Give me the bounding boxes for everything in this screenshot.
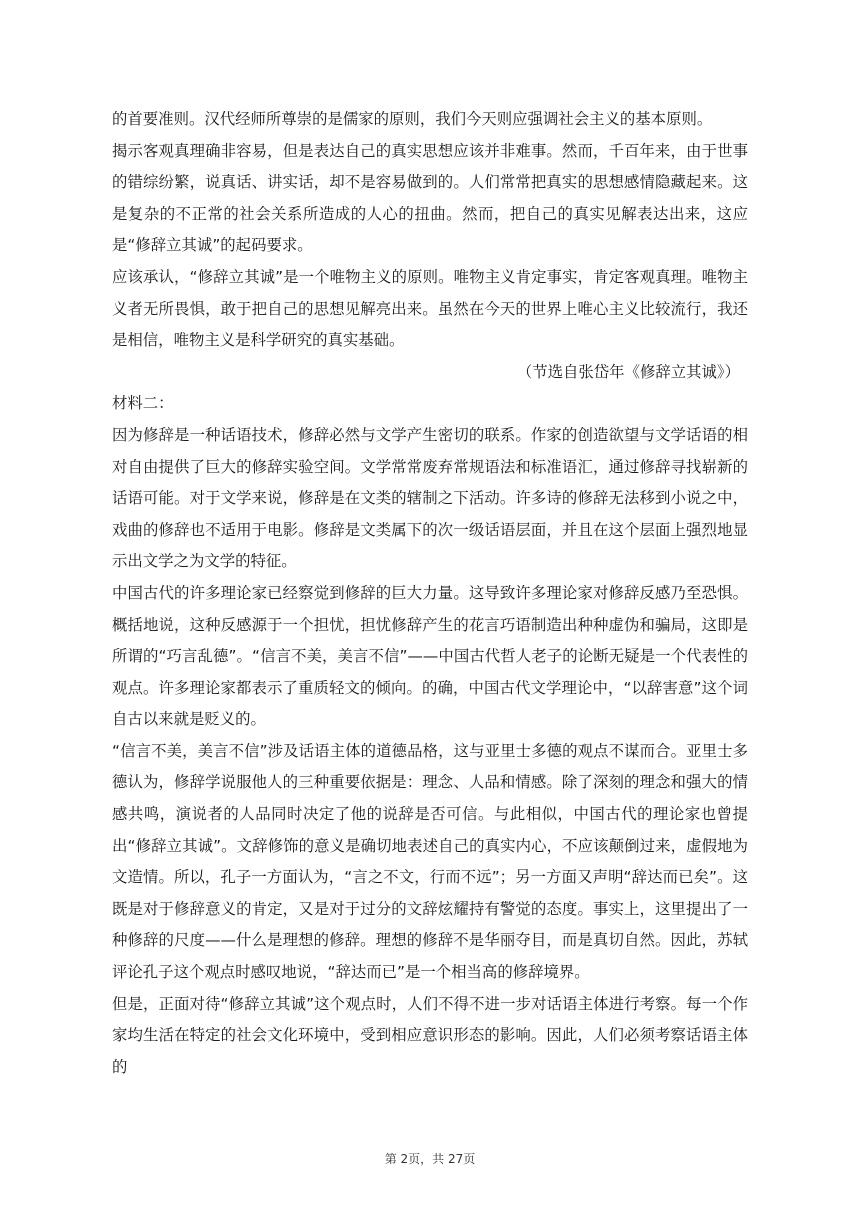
- paragraph: 应该承认，“修辞立其诚”是一个唯物主义的原则。唯物主义肯定事实，肯定客观真理。唯物主义者无所畏惧，敢于把自己的思想见解亮出来。虽然在今天的世界上唯心主义比较流行，我还是相信，唯物主义是科学研究的真实基础。: [112, 267, 748, 350]
- paragraph: 因为修辞是一种话语技术，修辞必然与文学产生密切的联系。作家的创造欲望与文学话语的相对自由提供了巨大的修辞实验空间。文学常常废弃常规语法和标准语汇，通过修辞寻找崭新的话语可能。对于文学来说，修辞是在文类的辖制之下活动。许多诗的修辞无法移到小说之中，戏曲的修辞也不适用于电影。修辞是文类属下的次一级话语层面，并且在这个层面上强烈地显示出文学之为文学的特征。: [112, 425, 748, 571]
- paragraph: “信言不美，美言不信”涉及话语主体的道德品格，这与亚里士多德的观点不谋而合。亚里士多德认为，修辞学说服他人的三种重要依据是：理念、人品和情感。除了深刻的理念和强大的情感共鸣，演说者的人品同时决定了他的说辞是否可信。与此相似，中国古代的理论家也曾提出“修辞立其诚”。文辞修饰的意义是确切地表述自己的真实内心，不应该颠倒过来，虚假地为文造情。所以，孔子一方面认为，“言之不文，行而不远”；另一方面又声明“辞达而已矣”。这既是对于修辞意义的肯定，又是对于过分的文辞炫耀持有警觉的态度。事实上，这里提出了一种修辞的尺度——什么是理想的修辞。理想的修辞不是华丽夺目，而是真切自然。因此，苏轼评论孔子这个观点时感叹地说，“辞达而已”是一个相当高的修辞境界。: [112, 741, 748, 982]
- source-citation: （节选自张岱年《修辞立其诚》）: [516, 362, 740, 381]
- paragraph: 揭示客观真理确非容易，但是表达自己的真实思想应该并非难事。然而，千百年来，由于世事的错综纷繁，说真话、讲实话，却不是容易做到的。人们常常把真实的思想感情隐藏起来。这是复杂的不正常的社会关系所造成的人心的扭曲。然而，把自己的真实见解表达出来，这应是“修辞立其诚”的起码要求。: [112, 141, 748, 255]
- page-footer: 第 2页，共 27页: [384, 1152, 476, 1166]
- material-heading: 材料二：: [112, 394, 174, 413]
- paragraph: 的首要准则。汉代经师所尊崇的是儒家的原则，我们今天则应强调社会主义的基本原则。: [112, 110, 713, 128]
- paragraph: 中国古代的许多理论家已经察觉到修辞的巨大力量。这导致许多理论家对修辞反感乃至恐惧。概括地说，这种反感源于一个担忧，担忧修辞产生的花言巧语制造出种种虚伪和骗局，这即是所谓的“巧言乱德”。“信言不美，美言不信”——中国古代哲人老子的论断无疑是一个代表性的观点。许多理论家都表示了重质轻文的倾向。的确，中国古代文学理论中，“以辞害意”这个词自古以来就是贬义的。: [112, 583, 748, 729]
- paragraph: 但是，正面对待“修辞立其诚”这个观点时，人们不得不进一步对话语主体进行考察。每一个作家均生活在特定的社会文化环境中，受到相应意识形态的影响。因此，人们必须考察话语主体的: [112, 994, 748, 1076]
- document-page: [112, 104, 748, 1083]
